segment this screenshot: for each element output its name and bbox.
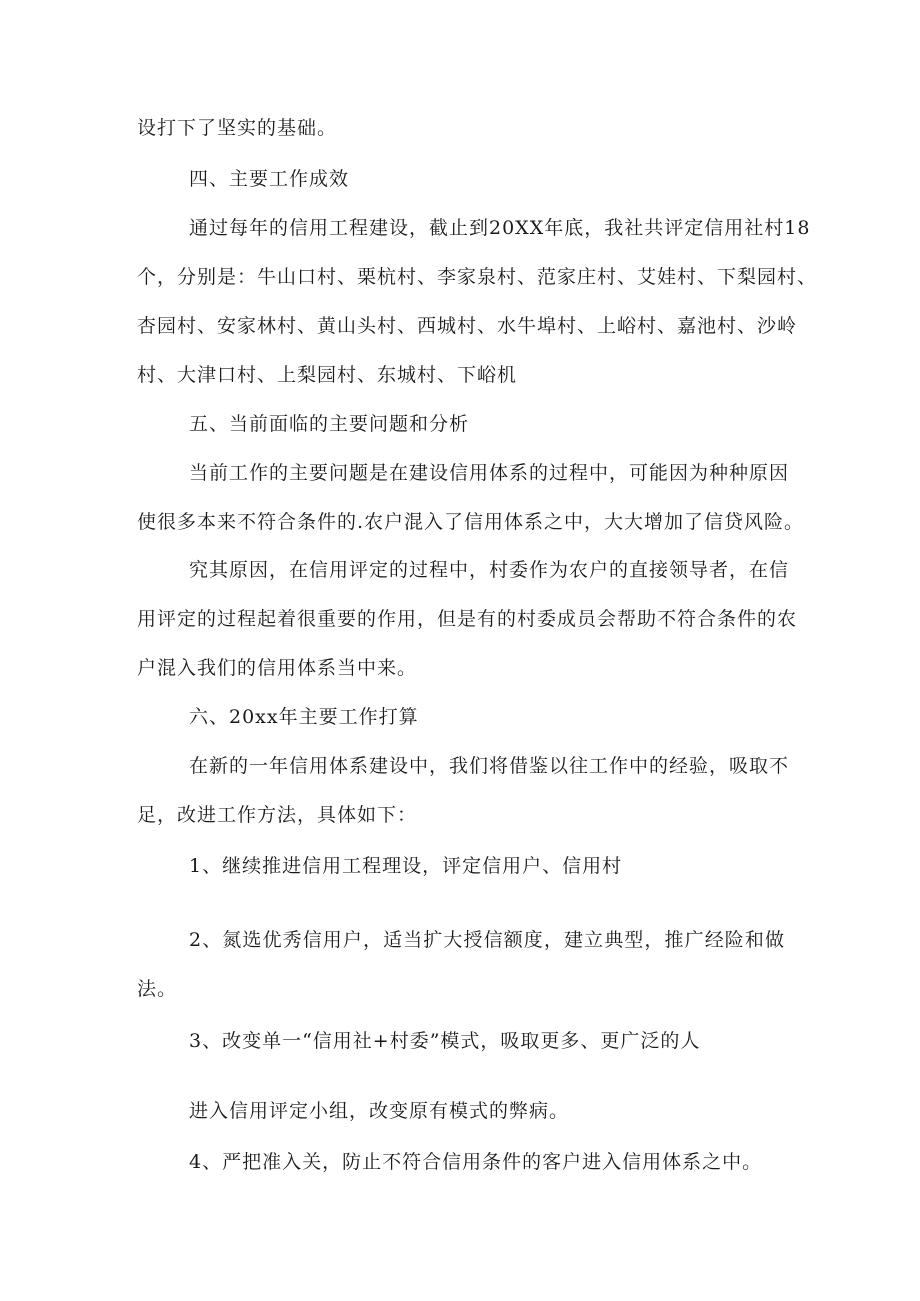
text-line-9: 使很多本来不符合条件的.农户混入了信用体系之中，大大增加了信贷风险。 [137, 511, 805, 533]
list-item-1: 1、继续推进信用工程理设，评定信用户、信用村 [189, 855, 623, 877]
section-heading-4: 四、主要工作成效 [189, 168, 350, 190]
list-item-4: 4、严把准入关，防止不符合信用条件的客户进入信用体系之中。 [189, 1151, 763, 1173]
text-line-15: 足，改进工作方法，具体如下： [137, 804, 418, 826]
text-line-10: 究其原因，在信用评定的过程中，村委作为农户的直接领导者，在信 [189, 559, 790, 581]
list-item-3: 3、改变单一“信用社+村委”模式，吸取更多、更广泛的人 [189, 1030, 701, 1052]
text-line-8: 当前工作的主要问题是在建设信用体系的过程中，可能因为种种原因 [189, 462, 790, 484]
list-item-3-cont: 进入信用评定小组，改变原有模式的弊病。 [189, 1100, 570, 1122]
section-heading-5: 五、当前面临的主要问题和分析 [189, 413, 470, 435]
list-item-2: 2、氮选优秀信用户，适当扩大授信额度，建立典型，推广经险和做 [189, 929, 785, 951]
section-heading-6: 六、20xx年主要工作打算 [189, 706, 419, 728]
text-line-1: 设打下了坚实的基础。 [137, 117, 338, 139]
text-line-3: 通过每年的信用工程建设，截止到20XX年底，我社共评定信用社村18 [189, 217, 811, 239]
list-item-2-cont: 法。 [137, 978, 178, 1000]
text-line-11: 用评定的过程起着很重要的作用，但是有的村委成员会帮助不符合条件的农 [137, 608, 798, 630]
text-line-5: 杏园村、安家林村、黄山头村、西城村、水牛埠村、上峪村、嘉池村、沙岭 [137, 315, 798, 337]
text-line-4: 个，分别是：牛山口村、栗杭村、李家泉村、范家庄村、艾娃村、下梨园村、 [137, 266, 818, 288]
text-line-14: 在新的一年信用体系建设中，我们将借鉴以往工作中的经验，吸取不 [189, 755, 790, 777]
text-line-12: 户混入我们的信用体系当中来。 [137, 657, 418, 679]
text-line-6: 村、大津口村、上梨园村、东城村、下峪机 [137, 364, 518, 386]
